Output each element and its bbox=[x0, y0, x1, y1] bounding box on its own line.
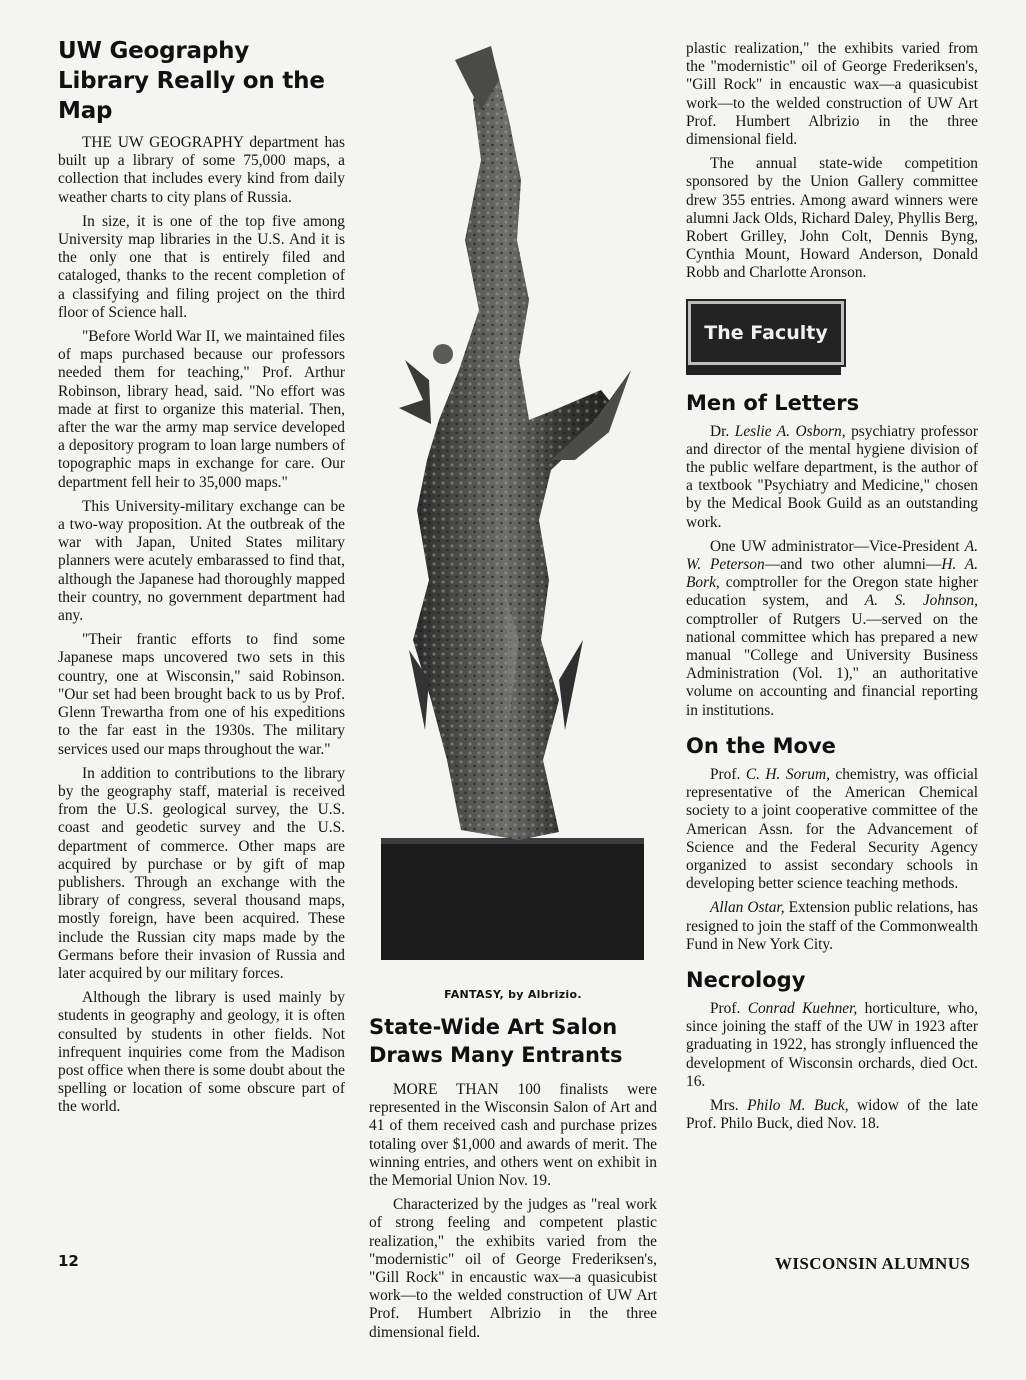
sculpture-wing-left bbox=[399, 360, 431, 424]
necrology-paragraph-1: Prof. Conrad Kuehner, horticulture, who, since joining the staff of the UW in 1923 after graduating in 1922, has strongly influenced the development of Wisconsin orchards, died Oct. 16. bbox=[686, 999, 978, 1090]
photo-caption: FANTASY, by Albrizio. bbox=[444, 988, 582, 1001]
men-of-letters-heading: Men of Letters bbox=[686, 390, 860, 415]
fantasy-sculpture-image bbox=[369, 40, 657, 970]
art-salon-headline: State-Wide Art Salon Draws Many Entrants bbox=[369, 1015, 623, 1067]
geography-paragraph-1: THE UW GEOGRAPHY department has built up a library of some 75,000 maps, a collection that includes every kind from daily weather charts to city plans of Russia. bbox=[58, 134, 345, 206]
art-salon-paragraph-3: The annual state-wide competition sponsored by the Union Gallery committee drew 355 entries. Among award winners were alumni Jack Olds, Richard Daley, Phyllis Berg, Robert Grilley, John Colt, Dennis Byng, Cynthia Mount, Howard Anderson, Donald Robb and Charlotte Aronson. bbox=[686, 155, 978, 282]
geography-paragraph-2: In size, it is one of the top five among University map libraries in the U.S. And it is the only one that is entirely filed and cataloged, thanks to the recent completion of a classifying and filing project on the third floor of Science hall. bbox=[58, 212, 345, 321]
geography-article bbox=[58, 36, 345, 1123]
right-column bbox=[686, 40, 978, 1139]
geography-paragraph-3: "Before World War II, we maintained files of maps purchased because our professors needed them for teaching," Prof. Arthur Robinson, library head, said. "No effort was made at first to organize this material. Then, after the war the army map service developed a depository program to loan large numbers of topographic maps in exchange for care. Our department fell heir to 35,000 maps." bbox=[58, 328, 345, 491]
sculpture-orb bbox=[433, 344, 453, 364]
art-salon-paragraph-2: Characterized by the judges as "real work of strong feeling and competent plastic realization," the exhibits varied from the "modernistic" oil of George Frederiksen's, "Gill Rock" in encaustic wax—a quasicubist work—to the welded construction of UW Art Prof. Humbert Albrizio in the three dimensional field. bbox=[369, 1196, 657, 1341]
sculpture-base bbox=[381, 838, 644, 960]
geography-paragraph-5: "Their frantic efforts to find some Japanese maps uncovered two sets in this country, one at Wisconsin," said Robinson. "Our set had been brought back to us by Prof. Glenn Trewartha from one of his expeditions to the far east in the 1930s. The military services used our maps throughout the war." bbox=[58, 631, 345, 758]
geography-headline: UW Geography Library Really on the Map bbox=[58, 38, 325, 124]
page-number: 12 bbox=[58, 1252, 79, 1270]
necrology-paragraph-2: Mrs. Philo M. Buck, widow of the late Prof. Philo Buck, died Nov. 18. bbox=[686, 1096, 978, 1133]
necrology-heading: Necrology bbox=[686, 967, 806, 992]
faculty-section-label: The Faculty bbox=[688, 301, 844, 365]
geography-paragraph-4: This University-military exchange can be a two-way proposition. At the outbreak of the war with Japan, United States military planners were acutely embarassed to find that, although the Japanese had thoroughly mapped their country, no government department had any. bbox=[58, 497, 345, 625]
men-of-letters-paragraph-1: Dr. Leslie A. Osborn, psychiatry professor and director of the mental hygiene division of the public welfare department, is the author of a textbook "Psychiatry and Medicine," chosen by the Medical Book Guild as an outstanding work. bbox=[686, 422, 978, 531]
men-of-letters-paragraph-2: One UW administrator—Vice-President A. W. Peterson—and two other alumni—H. A. Bork, comptroller for the Oregon state higher education system, and A. S. Johnson, comptroller of Rutgers U.—served on the national committee which has prepared a new manual "College and University Business Administration (Vol. 1)," an authoritative volume on accounting and financial reporting in institutions. bbox=[686, 537, 979, 719]
art-column bbox=[369, 40, 657, 1341]
on-the-move-paragraph-2: Allan Ostar, Extension public relations, has resigned to join the staff of the Commonwealth Fund in New York City. bbox=[686, 899, 978, 953]
on-the-move-paragraph-1: Prof. C. H. Sorum, chemistry, was official representative of the American Chemical society to a joint cooperative committee of the American Assn. for the Advancement of Science and the Federal Security Agency organized to assist secondary schools in developing better science teaching methods. bbox=[686, 765, 978, 893]
geography-paragraph-6: In addition to contributions to the library by the geography staff, material is received from the U.S. geological survey, the U.S. coast and geodetic survey and the U.S. department of commerce. Other maps are acquired by purchase or by gift of map publishers. Through an exchange with the library of congress, several thousand maps, mostly foreign, have been acquired. These include the Russian city maps made by the Germans before their invasion of Russia and later acquired by our military forces. bbox=[58, 764, 345, 982]
publication-name: WISCONSIN ALUMNUS bbox=[775, 1254, 971, 1273]
faculty-divider bbox=[686, 365, 841, 375]
sculpture-photo bbox=[369, 40, 657, 980]
art-salon-paragraph-1: MORE THAN 100 finalists were represented in the Wisconsin Salon of Art and 41 of them received cash and purchase prizes totaling over $1,000 and awards of merit. The winning entries, and others went on exhibit in the Memorial Union Nov. 19. bbox=[369, 1081, 657, 1190]
geography-paragraph-7: Although the library is used mainly by students in geography and geology, it is often consulted by students in other fields. Not infrequent inquiries come from the Madison post office when there is some doubt about the spelling or location of some obscure part of the world. bbox=[58, 989, 345, 1116]
on-the-move-heading: On the Move bbox=[686, 733, 836, 758]
art-salon-continued: plastic realization," the exhibits varied from the "modernistic" oil of George Frederiksen's, "Gill Rock" in encaustic wax—a quasicubist work—to the welded construction of UW Art Prof. Humbert Albrizio in the three dimensional field. bbox=[686, 40, 978, 149]
